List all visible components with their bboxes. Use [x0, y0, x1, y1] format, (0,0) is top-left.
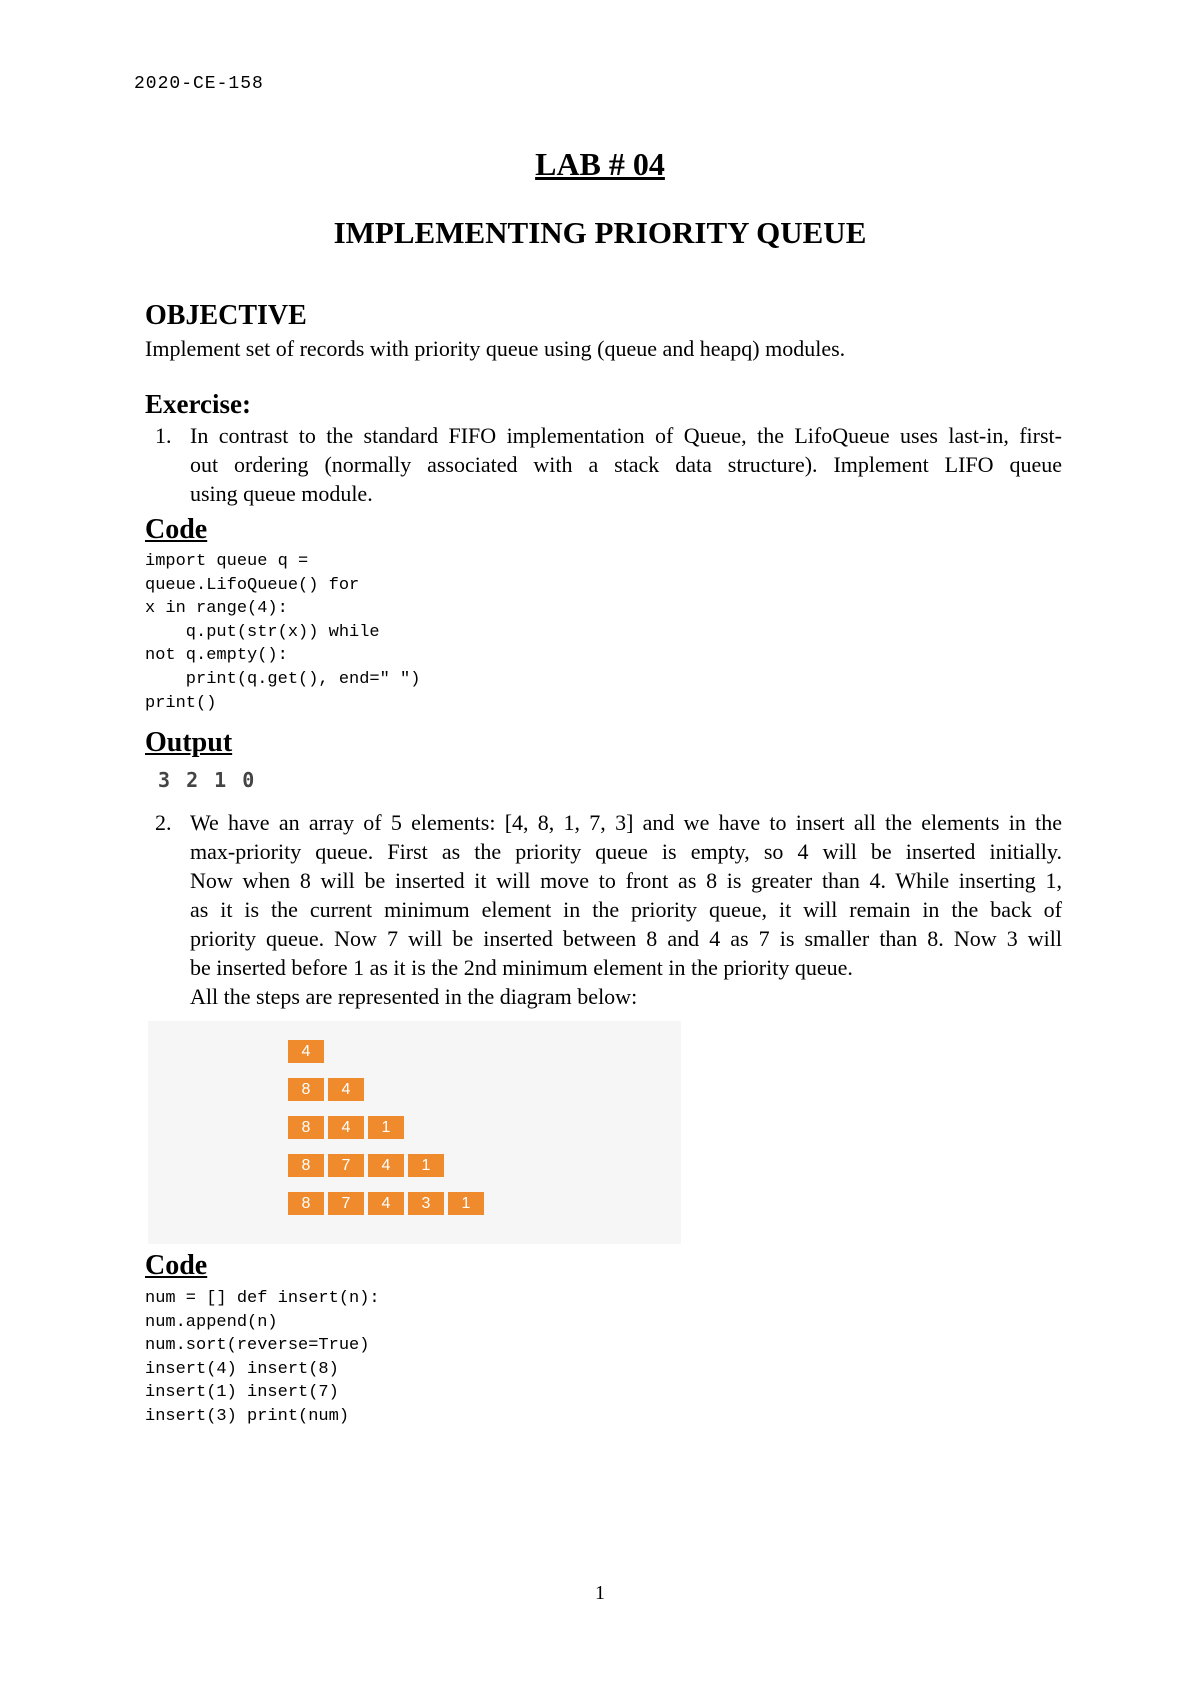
queue-element-box: 8: [288, 1154, 324, 1177]
queue-element-box: 8: [288, 1116, 324, 1139]
queue-element-box: 4: [368, 1154, 404, 1177]
question-2: [155, 808, 1062, 1011]
queue-element-box: 8: [288, 1078, 324, 1101]
queue-element-box: 8: [288, 1192, 324, 1215]
output-heading: Output: [145, 727, 233, 758]
question-1-line: In contrast to the standard FIFO implementation of Queue, the LifoQueue uses last-in, first-: [190, 423, 1062, 448]
queue-element-box: 3: [408, 1192, 444, 1215]
objective-text: Implement set of records with priority queue using (queue and heapq) modules.: [145, 336, 846, 361]
objective-heading: OBJECTIVE: [145, 300, 307, 331]
question-2-note: All the steps are represented in the diagram below:: [190, 984, 638, 1009]
queue-step-row: [288, 1154, 448, 1177]
question-1-line: out ordering (normally associated with a stack data structure). Implement LIFO queue: [190, 452, 1062, 477]
question-1: [155, 421, 1062, 508]
priority-queue-diagram: [148, 1021, 681, 1244]
lab-title: LAB # 04: [535, 146, 665, 182]
question-2-line: be inserted before 1 as it is the 2nd minimum element in the priority queue.: [190, 955, 853, 980]
queue-element-box: 4: [328, 1078, 364, 1101]
question-2-number: 2.: [155, 810, 172, 835]
question-1-line: using queue module.: [190, 481, 373, 506]
question-2-line: Now when 8 will be inserted it will move to front as 8 is greater than 4. While inserting 1,: [190, 868, 1062, 893]
code-heading-1: Code: [145, 514, 208, 545]
queue-element-box: 4: [328, 1116, 364, 1139]
question-2-line: We have an array of 5 elements: [4, 8, 1, 7, 3] and we have to insert all the elements in the: [190, 810, 1062, 835]
queue-element-box: 1: [368, 1116, 404, 1139]
exercise-heading: Exercise:: [145, 389, 251, 419]
question-2-line: max-priority queue. First as the priority queue is empty, so 4 will be inserted initially.: [190, 839, 1062, 864]
student-id: 2020-CE-158: [134, 74, 264, 94]
page-title: IMPLEMENTING PRIORITY QUEUE: [333, 215, 867, 250]
queue-element-box: 1: [448, 1192, 484, 1215]
queue-element-box: 4: [288, 1040, 324, 1063]
question-2-line: as it is the current minimum element in the priority queue, it will remain in the back of: [190, 897, 1062, 922]
queue-step-row: [288, 1078, 368, 1101]
output-value: 3 2 1 0: [158, 768, 257, 792]
question-2-line: priority queue. Now 7 will be inserted between 8 and 4 as 7 is smaller than 8. Now 3 will: [190, 926, 1062, 951]
queue-step-row: [288, 1040, 328, 1063]
page-number: 1: [595, 1582, 605, 1604]
question-1-number: 1.: [155, 423, 172, 448]
queue-element-box: 7: [328, 1154, 364, 1177]
code-heading-2: Code: [145, 1250, 208, 1281]
code-block-1: import queue q = queue.LifoQueue() for x in range(4): q.put(str(x)) while not q.empty(): print(q.get(), end=" ") print(): [145, 552, 421, 713]
queue-element-box: 4: [368, 1192, 404, 1215]
code-block-2: num = [] def insert(n): num.append(n) num.sort(reverse=True) insert(4) insert(8) insert(1) insert(7) insert(3) print(num): [145, 1289, 380, 1426]
queue-element-box: 7: [328, 1192, 364, 1215]
queue-step-row: [288, 1192, 488, 1215]
queue-element-box: 1: [408, 1154, 444, 1177]
queue-step-row: [288, 1116, 408, 1139]
